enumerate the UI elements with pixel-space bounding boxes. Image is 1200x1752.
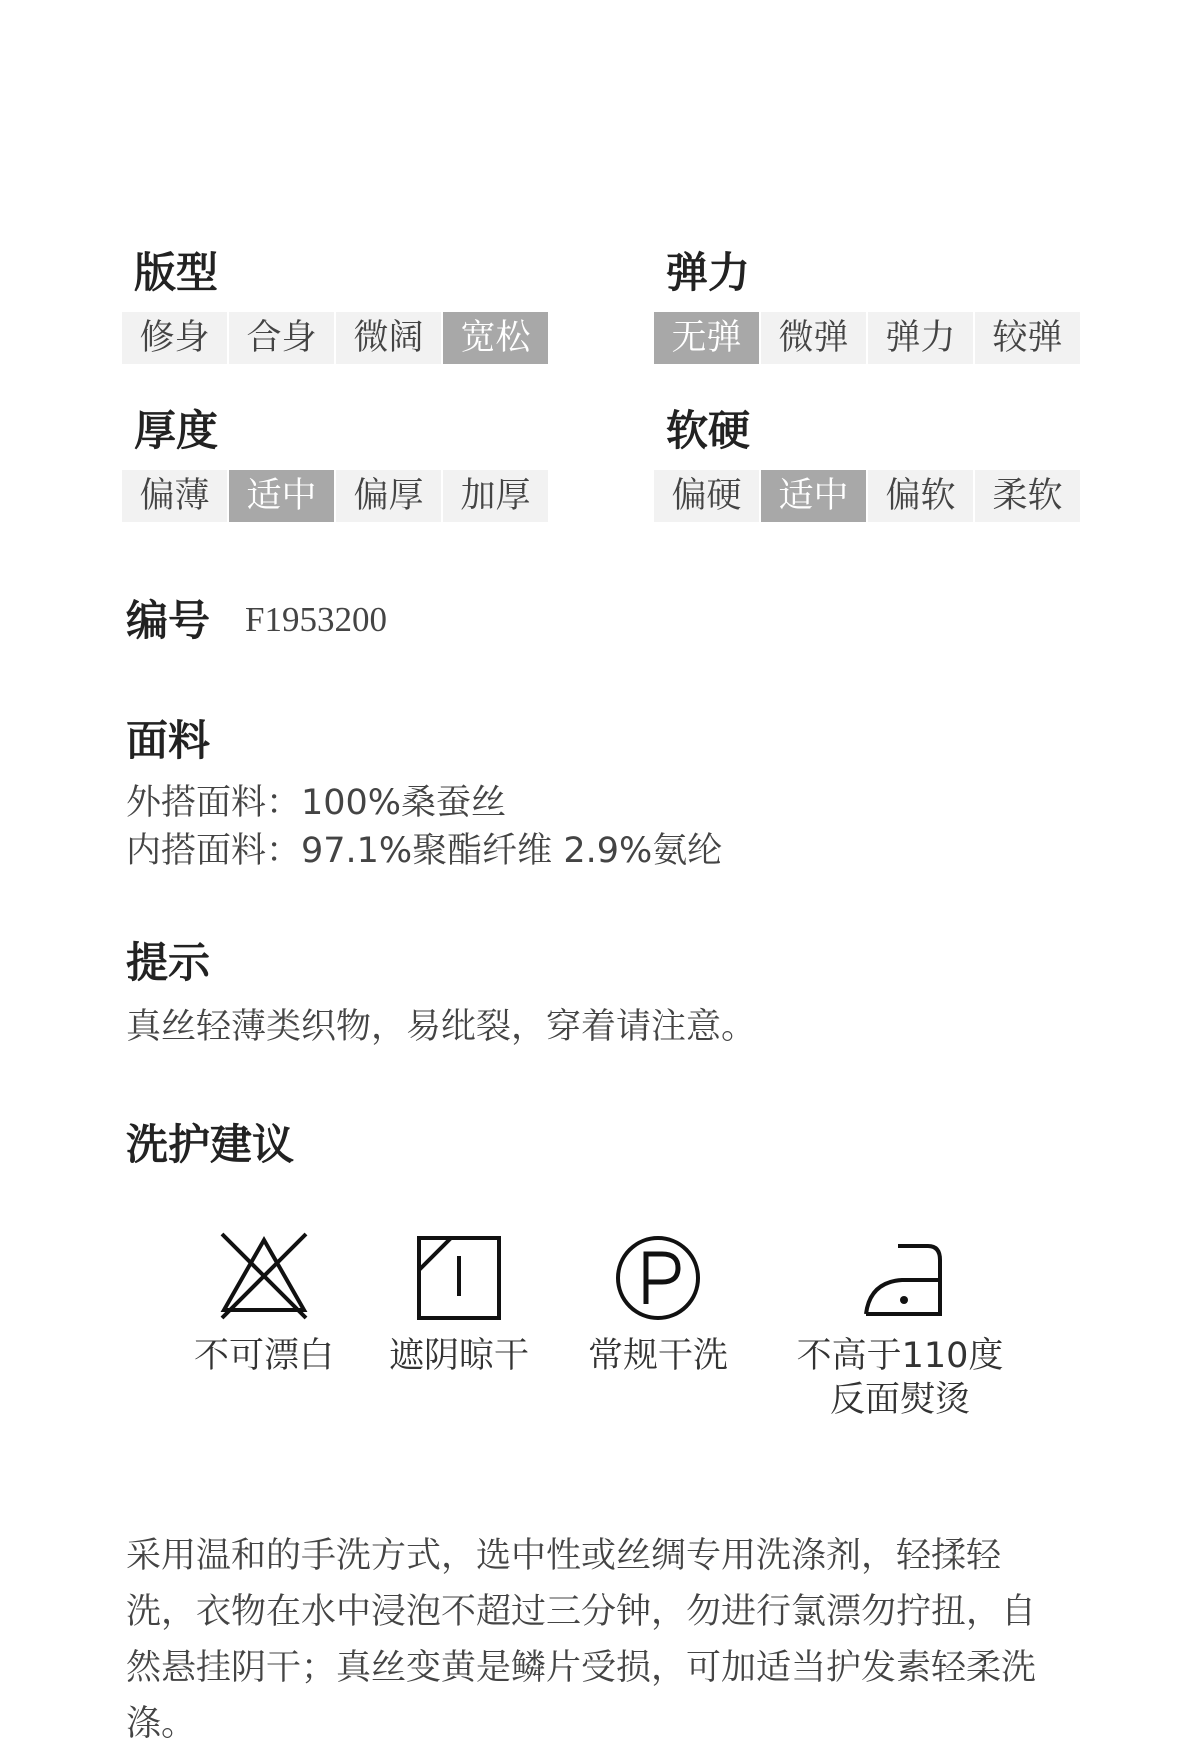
- care-paragraph-line: 采用温和的手洗方式，选中性或丝绸专用洗涤剂，轻揉轻: [126, 1536, 1002, 1576]
- care-item-dry-clean: [578, 1230, 738, 1378]
- care-paragraph-line: 然悬挂阴干；真丝变黄是鳞片受损，可加适当护发素轻柔洗: [126, 1648, 1037, 1688]
- softness-option: 柔软: [975, 470, 1080, 522]
- iron-low-icon: [852, 1230, 948, 1322]
- no-bleach-icon: [216, 1230, 312, 1322]
- thickness-group: [122, 406, 548, 522]
- tip-text: 真丝轻薄类织物，易纰裂，穿着请注意。: [126, 1007, 757, 1047]
- fabric-outer-line: 外搭面料：100%桑蚕丝: [126, 783, 507, 823]
- thickness-title: 厚度: [134, 406, 219, 455]
- elasticity-option: 无弹: [654, 312, 759, 364]
- fit-options: [122, 312, 548, 364]
- care-label: 不可漂白: [193, 1336, 334, 1376]
- fabric-title: 面料: [126, 716, 211, 765]
- code-label: 编号: [126, 596, 211, 645]
- care-label-line1: 不高于110度: [796, 1336, 1004, 1376]
- elasticity-option: 较弹: [975, 312, 1080, 364]
- care-title: 洗护建议: [126, 1120, 295, 1169]
- elasticity-options: [654, 312, 1080, 364]
- dry-clean-p-icon: [610, 1230, 706, 1322]
- fit-option: 微阔: [336, 312, 441, 364]
- care-label: 常规干洗: [587, 1336, 728, 1376]
- tip-title: 提示: [126, 938, 211, 987]
- softness-title: 软硬: [666, 406, 751, 455]
- care-paragraph-line: 涤。: [126, 1704, 197, 1744]
- care-item-iron: [790, 1230, 1010, 1422]
- care-item-no-bleach: [184, 1230, 344, 1378]
- softness-options: [654, 470, 1080, 522]
- fit-option: 宽松: [443, 312, 548, 364]
- code-value: F1953200: [245, 600, 387, 639]
- elasticity-title: 弹力: [666, 248, 751, 297]
- fit-option: 修身: [122, 312, 227, 364]
- care-label-line2: 反面熨烫: [829, 1380, 970, 1420]
- shade-dry-icon: [411, 1230, 507, 1322]
- thickness-options: [122, 470, 548, 522]
- thickness-option: 偏薄: [122, 470, 227, 522]
- softness-option: 适中: [761, 470, 866, 522]
- thickness-option: 偏厚: [336, 470, 441, 522]
- fit-group: [122, 248, 548, 364]
- care-paragraph: [126, 1528, 1086, 1752]
- softness-option: 偏软: [868, 470, 973, 522]
- care-label: [790, 1334, 1010, 1422]
- care-label: 遮阴晾干: [388, 1336, 529, 1376]
- thickness-option: 适中: [229, 470, 334, 522]
- fit-title: 版型: [134, 248, 219, 297]
- elasticity-option: 微弹: [761, 312, 866, 364]
- care-paragraph-line: 洗，衣物在水中浸泡不超过三分钟，勿进行氯漂勿拧扭，自: [126, 1592, 1037, 1632]
- care-item-shade-dry: [379, 1230, 539, 1378]
- fabric-inner-line: 内搭面料：97.1%聚酯纤维 2.9%氨纶: [126, 831, 723, 871]
- thickness-option: 加厚: [443, 470, 548, 522]
- fit-option: 合身: [229, 312, 334, 364]
- softness-group: [654, 406, 1080, 522]
- elasticity-group: [654, 248, 1080, 364]
- softness-option: 偏硬: [654, 470, 759, 522]
- elasticity-option: 弹力: [868, 312, 973, 364]
